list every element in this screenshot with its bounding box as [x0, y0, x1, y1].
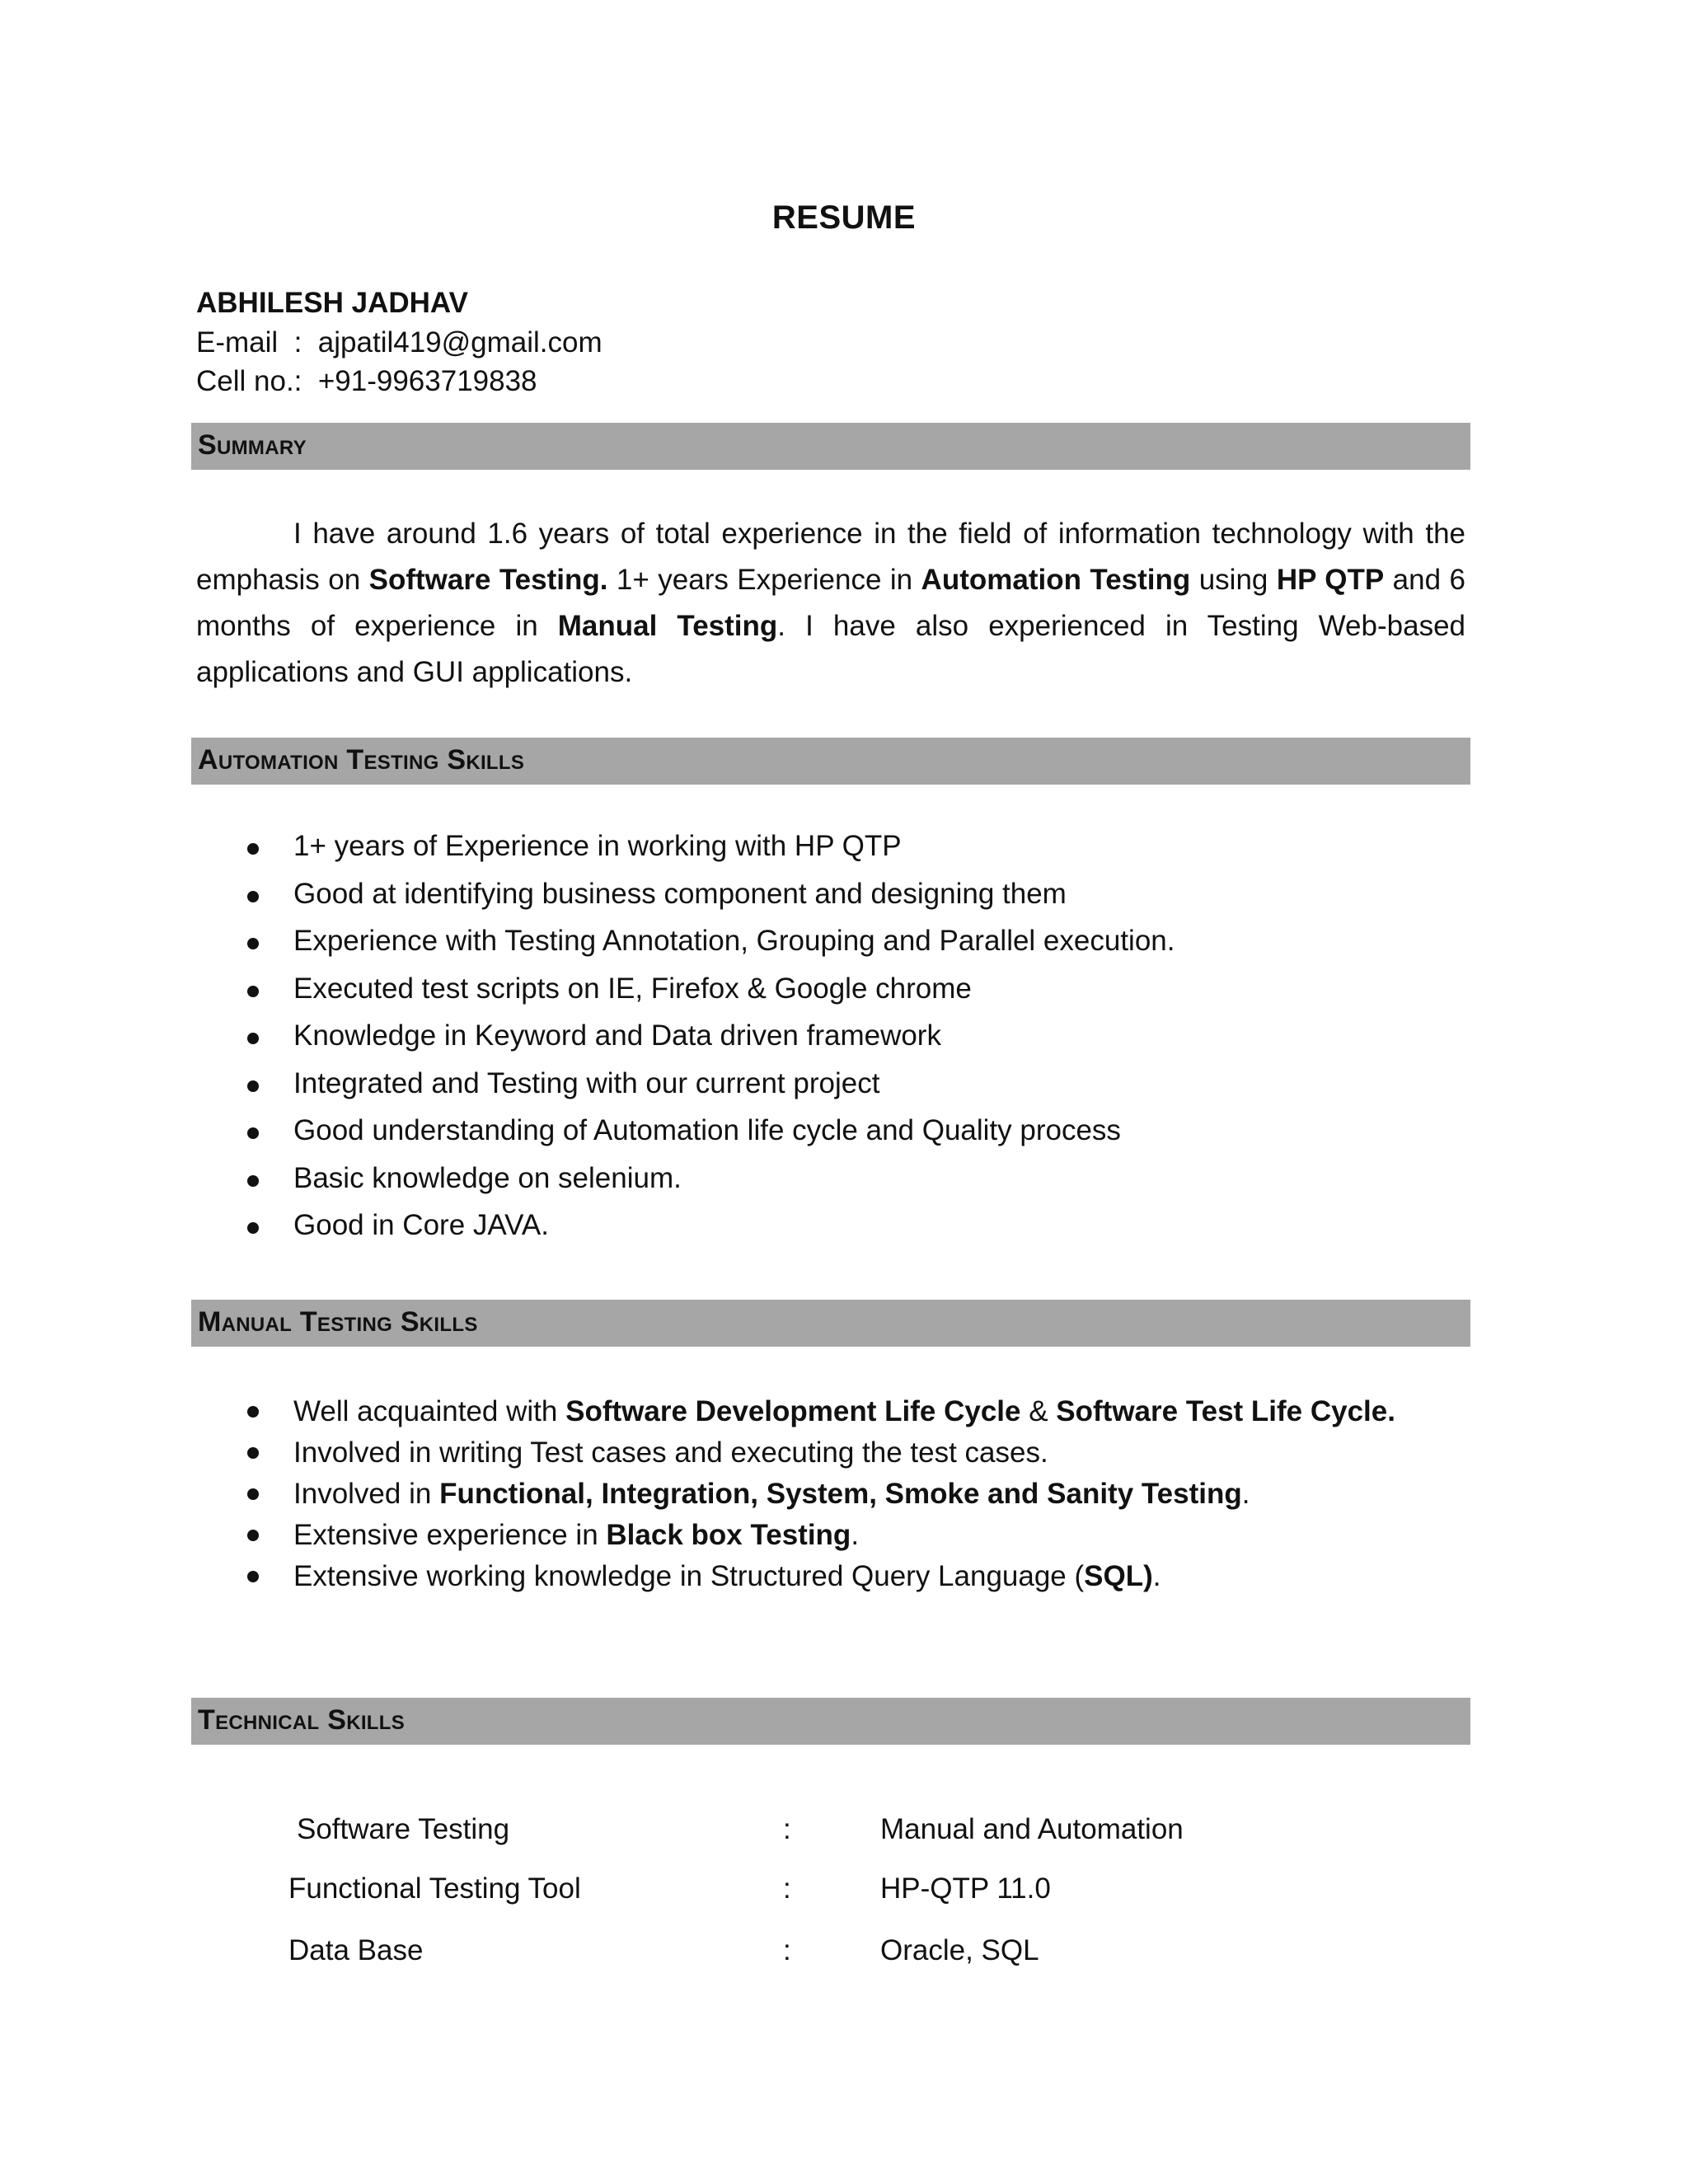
manual-skills-heading: Manual Testing Skills: [191, 1300, 1470, 1347]
technical-value: Manual and Automation: [880, 1813, 1184, 1845]
list-item-text: &: [1020, 1395, 1057, 1427]
bullet-icon: [247, 1222, 259, 1234]
automation-skills-heading: Automation Testing Skills: [191, 738, 1470, 785]
list-item: [246, 1515, 1400, 1556]
automation-skills-list: [246, 827, 1441, 1254]
bold-sdlc: Software Development Life Cycle: [565, 1395, 1021, 1427]
list-item-text: Knowledge in Keyword and Data driven framework: [293, 1019, 941, 1052]
list-item: [246, 1474, 1400, 1515]
bullet-icon: [247, 1080, 259, 1092]
summary-text-1: I have around 1.6 years of total experience in the field of information technology with the emphasis on: [196, 518, 1465, 596]
list-item-text: Good in Core JAVA.: [293, 1209, 549, 1241]
list-item-text: Integrated and Testing with our current project: [293, 1066, 880, 1099]
technical-value: HP-QTP 11.0: [880, 1872, 1051, 1905]
list-item: [246, 1556, 1400, 1597]
list-item-text: Involved in: [293, 1478, 440, 1510]
bullet-icon: [247, 1033, 259, 1044]
list-item: [246, 1064, 1441, 1112]
technical-value: Oracle, SQL: [880, 1934, 1039, 1966]
list-item-text: Well acquainted with: [293, 1395, 566, 1427]
technical-colon: :: [783, 1934, 791, 1966]
bold-sql: SQL): [1084, 1560, 1153, 1592]
list-item: [246, 1206, 1441, 1254]
technical-colon: :: [783, 1872, 791, 1905]
list-item-text: Executed test scripts on IE, Firefox & Google chrome: [293, 972, 972, 1005]
list-item-text: Extensive working knowledge in Structured Query Language (: [293, 1560, 1085, 1592]
bullet-icon: [247, 1488, 259, 1500]
list-item-text: .: [1241, 1478, 1250, 1510]
list-item: [246, 1391, 1400, 1432]
bullet-icon: [247, 1127, 259, 1139]
summary-text-5: . I have also experienced in Testing Web-based applications and GUI applications.: [196, 610, 1465, 688]
summary-text-4: and 6 months of experience in: [196, 564, 1465, 642]
bullet-icon: [247, 891, 259, 902]
summary-text-2: 1+ years Experience in: [607, 564, 921, 596]
list-item: [246, 827, 1441, 874]
summary-bold-automation-testing: Automation Testing: [921, 564, 1191, 596]
list-item: [246, 1159, 1441, 1207]
list-item: [246, 874, 1441, 922]
bullet-icon: [247, 1530, 259, 1541]
list-item: [246, 1111, 1441, 1159]
technical-colon: :: [783, 1813, 791, 1845]
bold-testing-types: Functional, Integration, System, Smoke and Sanity Testing: [439, 1478, 1242, 1510]
bullet-icon: [247, 843, 259, 855]
technical-label: Functional Testing Tool: [288, 1872, 581, 1905]
technical-skills-heading: Technical Skills: [191, 1698, 1470, 1745]
list-item-text: Experience with Testing Annotation, Grouping and Parallel execution.: [293, 925, 1175, 957]
bullet-icon: [247, 1406, 259, 1418]
bold-stlc: Software Test Life Cycle.: [1056, 1395, 1395, 1427]
list-item-text: Good at identifying business component and designing them: [293, 877, 1067, 910]
technical-label: Software Testing: [297, 1813, 510, 1845]
list-item-text: Basic knowledge on selenium.: [293, 1161, 682, 1194]
bullet-icon: [247, 1571, 259, 1582]
bullet-icon: [247, 1175, 259, 1187]
summary-heading: Summary: [191, 423, 1470, 470]
list-item-text: .: [851, 1519, 860, 1551]
list-item: [246, 921, 1441, 969]
bullet-icon: [247, 1447, 259, 1459]
summary-bold-hp-qtp: HP QTP: [1276, 564, 1385, 596]
list-item: [246, 1016, 1441, 1064]
list-item-text: Good understanding of Automation life cycle and Quality process: [293, 1114, 1121, 1146]
bullet-icon: [247, 986, 259, 997]
manual-skills-list: [246, 1391, 1400, 1597]
email-line: E-mail : ajpatil419@gmail.com: [196, 326, 603, 359]
list-item-text: Involved in writing Test cases and executing the test cases.: [293, 1436, 1048, 1469]
bullet-icon: [247, 938, 259, 949]
list-item: [246, 969, 1441, 1017]
summary-bold-manual-testing: Manual Testing: [557, 610, 778, 642]
list-item-text: .: [1152, 1560, 1161, 1592]
summary-bold-software-testing: Software Testing.: [368, 564, 608, 596]
cell-line: Cell no.: +91-9963719838: [196, 365, 537, 397]
candidate-name: ABHILESH JADHAV: [196, 287, 468, 319]
bold-black-box-testing: Black box Testing: [606, 1519, 851, 1551]
list-item-text: Extensive experience in: [293, 1519, 607, 1551]
technical-label: Data Base: [288, 1934, 424, 1966]
list-item-text: 1+ years of Experience in working with HP QTP: [293, 830, 902, 862]
summary-text-3: using: [1190, 564, 1277, 596]
list-item: [246, 1432, 1400, 1474]
document-title: RESUME: [771, 199, 917, 236]
summary-paragraph: [196, 511, 1465, 696]
